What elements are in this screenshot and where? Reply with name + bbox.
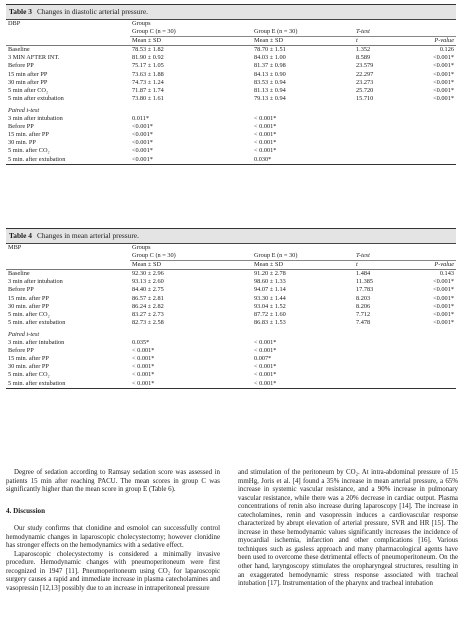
- table-cell: < 0.001*: [130, 380, 252, 389]
- table-cell: < 0.001*: [252, 380, 354, 389]
- mean-sd-header: Mean ± SD: [130, 37, 252, 46]
- table-row: [6, 46, 456, 55]
- table-cell: < 0.001*: [254, 115, 277, 123]
- t-header: t: [354, 37, 424, 46]
- paired-row: [6, 115, 456, 123]
- discussion-paragraph-2: Laparoscopic cholecystectomy is considered a minimally invasive procedure. Hemodynamic changes with pneumoperitoneum were first recognized in 1947 [11]. Pneumoperitoneum using CO₂ for laparoscopic surgery causes a rapid and immediate increase in plasma catecholamines and vasopressin [12,13] possibly due to an increase in intraperitoneal pressure: [6, 550, 220, 593]
- table-cell: 84.40 ± 2.75: [132, 286, 164, 294]
- paired-ttest-label: Paired t-test: [8, 106, 40, 114]
- group-c-header: Group C (n = 30): [130, 28, 252, 37]
- table-cell: 86.57 ± 2.81: [132, 294, 164, 302]
- table-cell: <0.001*: [433, 278, 454, 286]
- paired-row: [6, 139, 456, 147]
- table-cell: 86.83 ± 1.53: [254, 318, 286, 326]
- table-cell: 73.63 ± 1.88: [132, 70, 164, 78]
- table-cell: 0.143: [439, 270, 454, 278]
- table-cell: 81.90 ± 0.92: [132, 54, 164, 62]
- p-value-header: P-value: [424, 261, 456, 270]
- table-cell: 30 min after PP: [8, 78, 48, 86]
- table-cell: 73.80 ± 1.61: [132, 94, 164, 102]
- table-cell: <0.001*: [132, 131, 153, 139]
- table-cell: 5 min. after CO₂: [8, 310, 50, 318]
- table-cell: 5 min. after extubation: [6, 156, 130, 165]
- paired-row: [6, 131, 456, 139]
- table-cell: <0.001*: [132, 139, 153, 147]
- paired-row: [6, 363, 456, 371]
- table-cell: 79.13 ± 0.94: [254, 94, 286, 102]
- table-row: [6, 62, 456, 70]
- discussion-paragraph-1: Our study confirms that clonidine and esmolol can successfully control hemodynamic changes in laparoscopic cholecystectomy; however clonidine has stronger effects on the hemodynamics with a sedative effect.: [6, 525, 220, 550]
- mean-sd-header: Mean ± SD: [252, 37, 354, 46]
- mean-sd-header: Mean ± SD: [130, 261, 252, 270]
- table-cell: < 0.001*: [132, 363, 155, 371]
- table-cell: 15 min. after PP: [8, 355, 49, 363]
- table-cell: <0.001*: [132, 147, 153, 155]
- table-cell: <0.001*: [433, 94, 454, 102]
- discussion-paragraph-continued: and stimulation of the peritoneum by CO₂. At intra-abdominal pressure of 15 mmHg, Joris et al. [4] found a 35% increase in mean arterial pressure, a 65% increase in systemic vascular resistance, and a 90% increase in pulmonary vascular resistance, while there was a 20% decrease in cardiac output. Plasma concentrations of renin also increase during laparoscopy [14]. The increase in catecholamines, renin and vasopressin induces a cardiovascular response characterized by abrupt elevation of arterial pressure, SVR and HR [15]. The increase in these hemodynamic values significantly increases the incidence of myocardial ischemia, infarction and other complications [16]. Various techniques such as gasless approach and many pharmacological agents have been used to overcome these detrimental effects of pneumoperitoneum. On the other hand, laryngoscopy stimulates the oropharyngeal structures, resulting in an exaggerated hemodynamic stress response associated with tracheal intubation [17]. Instrumentation of the pharynx and tracheal intubation: [238, 469, 458, 588]
- table-cell: 8.589: [356, 54, 371, 62]
- table-cell: 93.04 ± 1.52: [254, 302, 286, 310]
- group-e-header: Group E (n = 30): [252, 252, 354, 261]
- table-cell: 0.011*: [132, 115, 150, 123]
- table-cell: < 0.001*: [254, 347, 277, 355]
- table-cell: 92.30 ± 2.96: [132, 270, 164, 278]
- table-row: [6, 278, 456, 286]
- col-header-dbp: DBP: [6, 20, 130, 29]
- col-header-mbp: MBP: [6, 244, 130, 253]
- t-header: t: [354, 261, 424, 270]
- table-cell: 17.783: [356, 286, 374, 294]
- table-cell: 81.13 ± 0.94: [254, 86, 286, 94]
- table-cell: 93.13 ± 2.60: [132, 278, 164, 286]
- table-cell: 84.03 ± 1.00: [254, 54, 286, 62]
- table-cell: 5 min. after extubation: [8, 318, 66, 326]
- table-cell: 11.385: [356, 278, 374, 286]
- table-cell: 1.484: [356, 270, 371, 278]
- paired-ttest-label: Paired t-test: [8, 330, 40, 338]
- table-3-caption: [6, 4, 456, 19]
- table-cell: 71.87 ± 1.74: [132, 86, 164, 94]
- ttest-header: T-test: [354, 28, 424, 37]
- table-cell: 0.007*: [254, 355, 272, 363]
- table-cell: 94.07 ± 1.14: [254, 286, 286, 294]
- table-cell: Before PP: [8, 286, 34, 294]
- table-cell: 5 min after CO₂: [8, 86, 49, 94]
- table-cell: 5 min after extubation: [8, 94, 64, 102]
- table-cell: 30 min. after PP: [8, 363, 49, 371]
- table-cell: 15 min. after PP: [8, 131, 49, 139]
- table-cell: 86.24 ± 2.82: [132, 302, 164, 310]
- table-cell: 15 min. after PP: [8, 294, 49, 302]
- table-cell: 83.53 ± 0.94: [254, 78, 286, 86]
- table-cell: 75.17 ± 1.05: [132, 62, 164, 70]
- table-cell: < 0.001*: [132, 355, 155, 363]
- table-cell: 15 min after PP: [8, 70, 48, 78]
- table-row: [6, 54, 456, 62]
- group-c-header: Group C (n = 30): [130, 252, 252, 261]
- table-cell: 3 min after intubation: [8, 278, 63, 286]
- paired-row: [6, 339, 456, 347]
- table-row: [6, 319, 456, 327]
- table-cell: 81.37 ± 0.98: [254, 62, 286, 70]
- table-cell: < 0.001*: [254, 363, 277, 371]
- mean-sd-header: Mean ± SD: [252, 261, 354, 270]
- p-value-header: P-value: [424, 37, 456, 46]
- table-cell: 87.72 ± 1.60: [254, 310, 286, 318]
- table-cell: < 0.001*: [254, 139, 277, 147]
- table-cell: 30 min. PP: [8, 139, 36, 147]
- table-row: [6, 303, 456, 311]
- table-cell: 23.273: [356, 78, 374, 86]
- table-cell: < 0.001*: [254, 147, 277, 155]
- table-cell: 83.27 ± 2.73: [132, 310, 164, 318]
- table-cell: 78.70 ± 1.51: [254, 46, 286, 54]
- table-3-grid: [6, 19, 456, 165]
- table-3-label: Table 3: [9, 7, 32, 16]
- table-cell: 78.53 ± 1.82: [132, 46, 164, 54]
- table-cell: 74.73 ± 1.24: [132, 78, 164, 86]
- table-cell: 15.710: [356, 94, 374, 102]
- table-cell: <0.001*: [433, 294, 454, 302]
- groups-header: Groups: [130, 20, 456, 29]
- table-4-grid: [6, 243, 456, 389]
- table-cell: <0.001*: [433, 302, 454, 310]
- table-cell: < 0.001*: [254, 339, 277, 347]
- table-cell: Baseline: [8, 46, 30, 54]
- paired-row: [6, 147, 456, 155]
- paired-row: [6, 347, 456, 355]
- sedation-paragraph: Degree of sedation according to Ramsay sedation score was assessed in patients 15 min after reaching PACU. The mean scores in group C was significantly higher than the mean score in group E (Table 6).: [6, 469, 220, 494]
- table-cell: < 0.001*: [254, 131, 277, 139]
- table-cell: 8.206: [356, 302, 371, 310]
- table-cell: <0.001*: [130, 156, 252, 165]
- table-cell: 91.20 ± 2.78: [254, 270, 286, 278]
- table-cell: <0.001*: [433, 78, 454, 86]
- table-cell: 3 min. after intubation: [8, 339, 65, 347]
- table-cell: 5 min. after CO₂: [8, 371, 50, 379]
- right-column: [238, 469, 458, 589]
- table-cell: < 0.001*: [254, 371, 277, 379]
- table-cell: 22.297: [356, 70, 374, 78]
- table-cell: 25.720: [356, 86, 374, 94]
- table-4-label: Table 4: [9, 231, 32, 240]
- table-cell: 23.579: [356, 62, 374, 70]
- table-cell: Baseline: [8, 270, 30, 278]
- table-row: [6, 295, 456, 303]
- table-cell: < 0.001*: [132, 371, 155, 379]
- table-cell: 98.60 ± 1.33: [254, 278, 286, 286]
- table-cell: <0.001*: [433, 54, 454, 62]
- table-cell: < 0.001*: [132, 347, 155, 355]
- table-cell: Before PP: [8, 123, 34, 131]
- table-row: [6, 79, 456, 87]
- table-4-caption: [6, 228, 456, 243]
- table-cell: 8.203: [356, 294, 371, 302]
- table-cell: 3 MIN AFTER INT.: [8, 54, 60, 62]
- table-row: [6, 311, 456, 319]
- table-row: [6, 95, 456, 103]
- table-cell: 30 min. after PP: [8, 302, 49, 310]
- table-cell: 84.13 ± 0.90: [254, 70, 286, 78]
- ttest-header: T-test: [354, 252, 424, 261]
- table-cell: 5 min. after CO₂: [8, 147, 50, 155]
- table-cell: 3 min after intubation: [8, 115, 63, 123]
- table-cell: Before PP: [8, 347, 34, 355]
- table-row: [6, 87, 456, 95]
- table-cell: <0.001*: [132, 123, 153, 131]
- table-cell: 5 min. after extubation: [6, 380, 130, 389]
- paired-row: [6, 371, 456, 379]
- table-row: [6, 71, 456, 79]
- groups-header: Groups: [130, 244, 456, 253]
- table-row: [6, 270, 456, 279]
- table-3-title: Changes in diastolic arterial pressure.: [36, 7, 148, 16]
- table-4: [6, 228, 456, 389]
- table-cell: 93.30 ± 1.44: [254, 294, 286, 302]
- group-e-header: Group E (n = 30): [252, 28, 354, 37]
- table-3: [6, 4, 456, 165]
- discussion-heading: 4. Discussion: [6, 506, 46, 515]
- table-cell: <0.001*: [433, 310, 454, 318]
- paired-row: [6, 156, 456, 165]
- paired-row: [6, 123, 456, 131]
- table-cell: <0.001*: [433, 62, 454, 70]
- table-cell: 7.478: [356, 318, 371, 326]
- table-cell: < 0.001*: [254, 123, 277, 131]
- table-row: [6, 286, 456, 294]
- table-cell: 0.030*: [252, 156, 354, 165]
- table-cell: <0.001*: [433, 318, 454, 326]
- table-cell: <0.001*: [433, 70, 454, 78]
- table-cell: 82.73 ± 2.58: [132, 318, 164, 326]
- table-cell: 7.712: [356, 310, 371, 318]
- table-cell: Before PP: [8, 62, 34, 70]
- table-cell: <0.001*: [433, 286, 454, 294]
- table-cell: 1.352: [356, 46, 371, 54]
- table-cell: 0.035*: [132, 339, 150, 347]
- paired-row: [6, 355, 456, 363]
- table-cell: <0.001*: [433, 86, 454, 94]
- table-cell: 0.126: [439, 46, 454, 54]
- left-column: [6, 469, 220, 594]
- paired-row: [6, 380, 456, 389]
- table-4-title: Changes in mean arterial pressure.: [36, 231, 139, 240]
